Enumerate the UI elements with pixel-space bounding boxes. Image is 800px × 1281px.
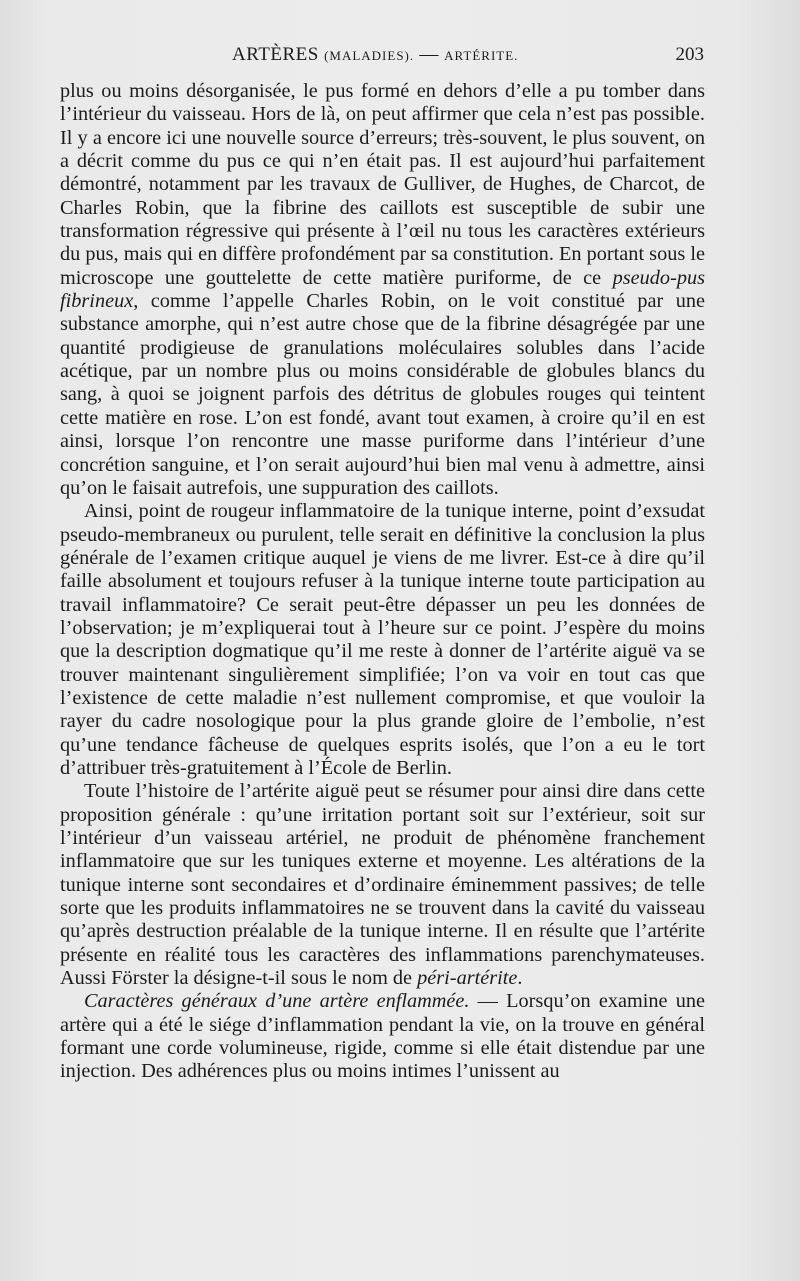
italic-text: Caractères généraux d’une artère enflammée. [84, 990, 470, 1013]
italic-text: pseudo-pus fibrineux [60, 266, 705, 313]
running-title-main: ARTÈRES [232, 44, 319, 65]
italic-text: péri-artérite [417, 967, 518, 990]
text-run: — Lorsqu’on examine une artère qui a été le siége d’inflammation pendant la vie, on la trouve en général formant une corde volumineuse, rigide, comme si elle était distendue par une injection. Des adhérences plus ou moins intimes l’unissent au [60, 990, 705, 1083]
paragraph [60, 780, 705, 990]
text-run: . [517, 967, 523, 990]
body-text [60, 80, 705, 1084]
running-title-sub: ARTÉRITE. [444, 48, 519, 63]
text-run: plus ou moins désorganisée, le pus formé en dehors d’elle a pu tomber dans l’intérieur du vaisseau. Hors de là, on peut affirmer que cela n’est pas possible. Il y a encore ici une nouvelle source d’erreurs; très-souvent, le plus souvent, on a décrit comme du pus ce qui n’en était pas. Il est aujourd’hui parfaitement démontré, notamment par les travaux de Gulliver, de Hughes, de Charcot, de Charles Robin, que la fibrine des caillots est susceptible de subir une transformation régressive qui présente à l’œil nu tous les caractères extérieurs du pus, mais qui en diffère profondément par sa constitution. En portant sous le microscope une gouttelette de cette matière puriforme, de ce [60, 80, 705, 289]
running-title-dash: — [419, 44, 439, 65]
text-run: , comme l’appelle Charles Robin, on le voit constitué par une substance amorphe, qui n’est autre chose que de la fibrine désagrégée par une quantité prodigieuse de granulations moléculaires solubles dans l’acide acétique, par un nombre plus ou moins considérable de globules blancs du sang, à quoi se joignent parfois des détritus de globules rouges qui teintent cette matière en rose. L’on est fondé, avant tout examen, à croire qu’il en est ainsi, lorsque l’on rencontre une masse puriforme dans l’intérieur d’une concrétion sanguine, et l’on serait aujourd’hui bien mal venu à admettre, ainsi qu’on le faisait autrefois, une suppuration des caillots. [60, 290, 705, 499]
paragraph [60, 500, 705, 780]
page-number: 203 [675, 44, 704, 65]
running-title-paren: (MALADIES). [324, 48, 415, 63]
text-run: Toute l’histoire de l’artérite aiguë peut se résumer pour ainsi dire dans cette proposition générale : qu’une irritation portant soit sur l’extérieur, soit sur l’intérieur d’un vaisseau artériel, ne produit de phénomène franchement inflammatoire que sur les tuniques externe et moyenne. Les altérations de la tunique interne sont secondaires et d’ordinaire éminemment passives; de telle sorte que les produits inflammatoires ne se trouvent dans la cavité du vaisseau qu’après destruction préalable de la tunique interne. Il en résulte que l’artérite présente en réalité tous les caractères des inflammations parenchymateuses. Aussi Förster la désigne-t-il sous le nom de [60, 780, 705, 990]
text-run: Ainsi, point de rougeur inflammatoire de la tunique interne, point d’exsudat pseudo-membraneux ou purulent, telle serait en définitive la conclusion la plus générale de l’examen critique auquel je viens de me livrer. Est-ce à dire qu’il faille absolument et toujours refuser à la tunique interne toute participation au travail inflammatoire? Ce serait peut-être dépasser un peu les données de l’observation; je m’expliquerai tout à l’heure sur ce point. J’espère du moins que la description dogmatique qu’il me reste à donner de l’artérite aiguë va se trouver maintenant singulièrement simplifiée; l’on va voir en tout cas que l’existence de cette maladie n’est nullement compromise, et que vouloir la rayer du cadre nosologique pour la plus grande gloire de l’embolie, n’est qu’une tendance fâcheuse de quelques esprits isolés, que l’on a eu le tort d’attribuer très-gratuitement à l’École de Berlin. [60, 500, 705, 779]
running-title [232, 44, 518, 66]
paragraph [60, 990, 705, 1083]
paragraph [60, 80, 705, 500]
page-header [0, 44, 800, 74]
